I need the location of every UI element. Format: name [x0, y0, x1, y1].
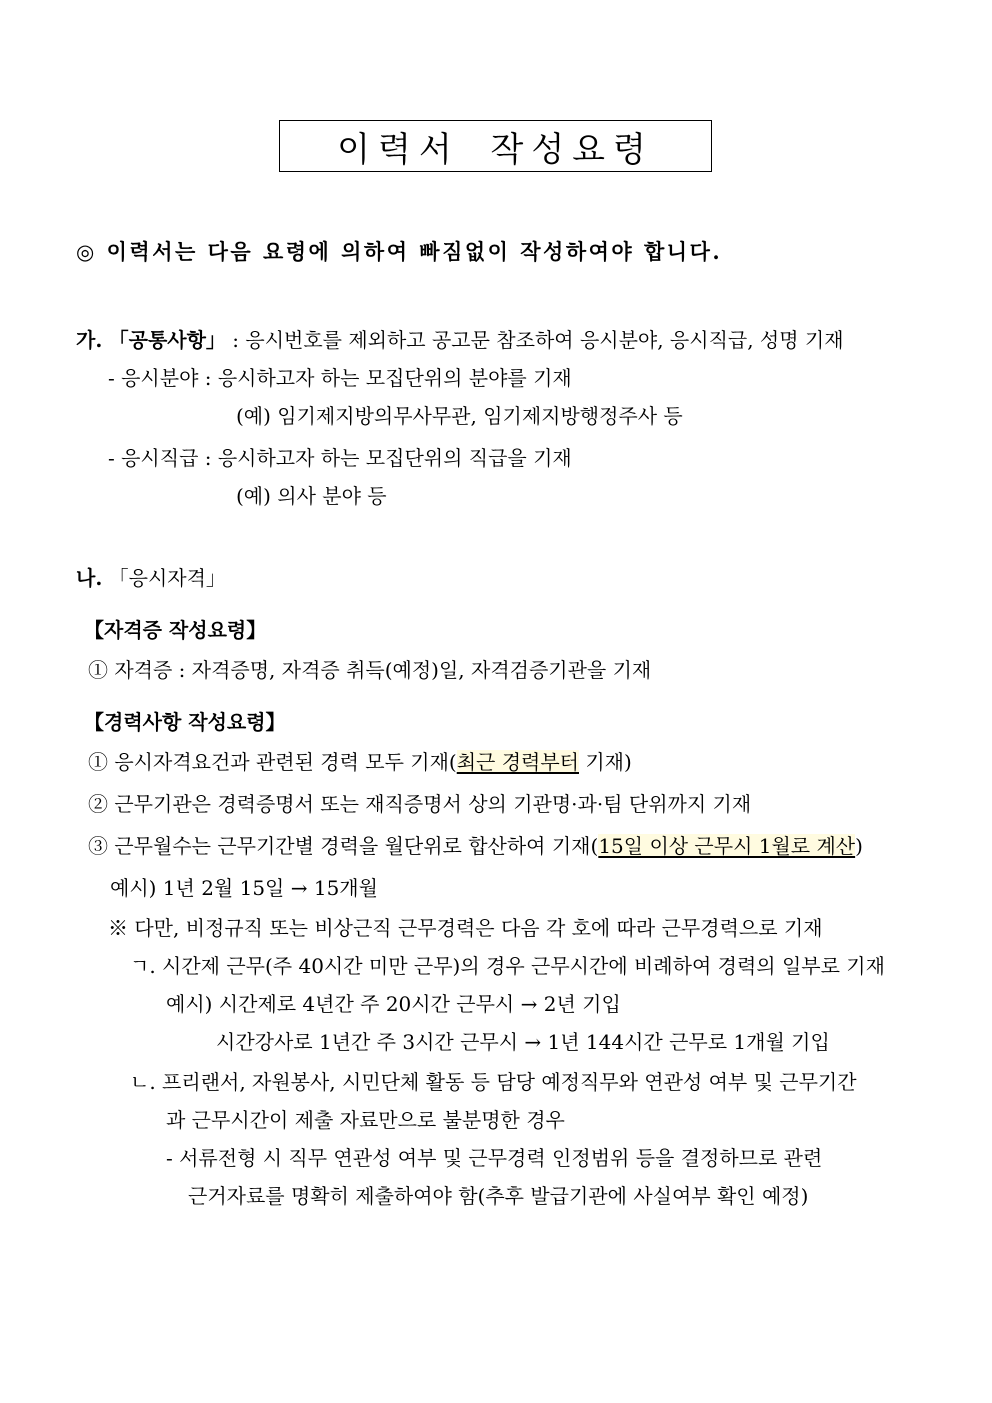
career-sub-a-example-1: 예시) 시간제로 4년간 주 20시간 근무시 → 2년 기입	[166, 992, 621, 1016]
ga-item-grade-example: (예) 의사 분야 등	[236, 484, 387, 508]
career-sub-a-example-2: 시간강사로 1년간 주 3시간 근무시 → 1년 144시간 근무로 1개월 기입	[216, 1030, 830, 1054]
cert-heading: 【자격증 작성요령】	[84, 618, 267, 642]
career-note: ※ 다만, 비정규직 또는 비상근직 근무경력은 다음 각 호에 따라 근무경력으로 기재	[108, 916, 823, 940]
career-item-1	[88, 750, 632, 774]
section-na-heading: 「응시자격」	[108, 566, 226, 590]
title-box	[279, 120, 712, 172]
career-item-1-pre: ① 응시자격요건과 관련된 경력 모두 기재(	[88, 750, 457, 774]
career-heading: 【경력사항 작성요령】	[84, 710, 286, 734]
career-item-3	[88, 834, 863, 858]
career-sub-b-line-1: ㄴ. 프리랜서, 자원봉사, 시민단체 활동 등 담당 예정직무와 연관성 여부 및 근무기간	[130, 1070, 857, 1094]
ga-item-field: - 응시분야 : 응시하고자 하는 모집단위의 분야를 기재	[108, 366, 572, 390]
section-ga-text: : 응시번호를 제외하고 공고문 참조하여 응시분야, 응시직급, 성명 기재	[225, 328, 844, 352]
career-sub-a: ㄱ. 시간제 근무(주 40시간 미만 근무)의 경우 근무시간에 비례하여 경력의 일부로 기재	[130, 954, 885, 978]
career-sub-b-dash-1: - 서류전형 시 직무 연관성 여부 및 근무경력 인정범위 등을 결정하므로 관련	[166, 1146, 823, 1170]
ga-item-grade: - 응시직급 : 응시하고자 하는 모집단위의 직급을 기재	[108, 446, 572, 470]
section-ga-marker: 가.	[76, 328, 103, 352]
cert-item: ① 자격증 : 자격증명, 자격증 취득(예정)일, 자격검증기관을 기재	[88, 658, 652, 682]
career-item-1-highlight: 최근 경력부터	[456, 750, 579, 774]
section-na-line	[76, 566, 226, 590]
section-ga-line	[76, 328, 844, 352]
lead-instruction: ◎ 이력서는 다음 요령에 의하여 빠짐없이 작성하여야 합니다.	[76, 239, 723, 264]
career-item-1-post: 기재)	[579, 750, 632, 774]
section-na-marker: 나.	[76, 566, 103, 590]
career-sub-b-dash-2: 근거자료를 명확히 제출하여야 함(추후 발급기관에 사실여부 확인 예정)	[188, 1184, 809, 1208]
section-ga-heading: 「공통사항」	[108, 328, 226, 352]
career-sub-b-line-2: 과 근무시간이 제출 자료만으로 불분명한 경우	[166, 1108, 565, 1132]
career-item-2: ② 근무기관은 경력증명서 또는 재직증명서 상의 기관명·과·팀 단위까지 기재	[88, 792, 752, 816]
document-title: 이력서 작성요령	[337, 129, 654, 170]
career-item-3-example: 예시) 1년 2월 15일 → 15개월	[110, 876, 378, 900]
ga-item-field-example: (예) 임기제지방의무사무관, 임기제지방행정주사 등	[236, 404, 683, 428]
career-item-3-highlight: 15일 이상 근무시 1월로 계산	[598, 834, 856, 858]
career-item-3-post: )	[855, 834, 863, 858]
career-item-3-pre: ③ 근무월수는 근무기간별 경력을 월단위로 합산하여 기재(	[88, 834, 599, 858]
